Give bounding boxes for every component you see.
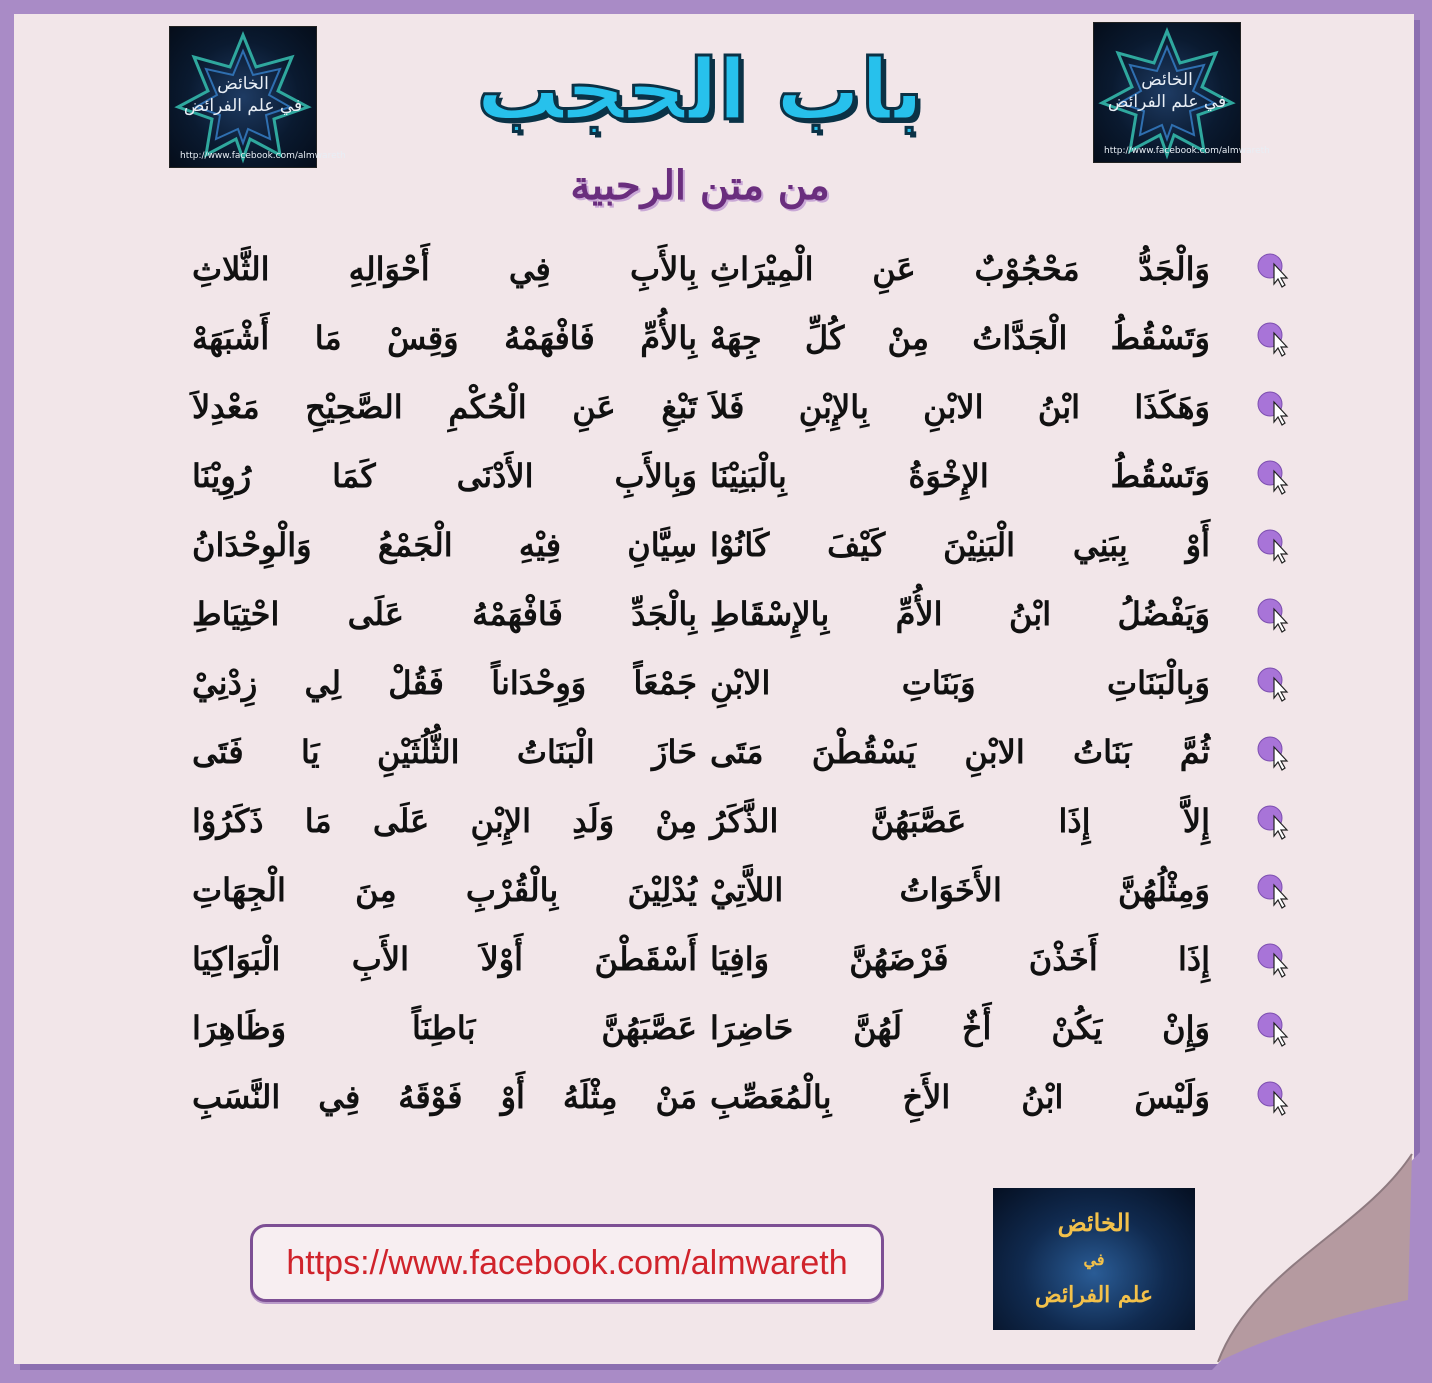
purple-dot-with-cursor-icon (1256, 804, 1292, 840)
logo-url: http://www.facebook.com/almwareth (1104, 146, 1270, 156)
purple-dot-with-cursor-icon (1256, 666, 1292, 702)
purple-dot-with-cursor-icon (1256, 252, 1292, 288)
purple-dot-with-cursor-icon (1256, 735, 1292, 771)
facebook-link-box[interactable] (250, 1224, 884, 1302)
brand-logo-left (169, 26, 346, 168)
verse-second-hemistich: عَصَّبَهُنَّ بَاطِنَاً وَظَاهِرَا (192, 1009, 697, 1047)
verse-row (180, 514, 1310, 576)
verse-row (180, 1066, 1310, 1128)
verse-second-hemistich: مَنْ مِثْلَهُ أَوْ فَوْقَهُ فِي النَّسَبِ (192, 1078, 697, 1116)
brand-logo-bottom (993, 1188, 1195, 1330)
verse-first-hemistich: وَبِالْبَنَاتِ وَبَنَاتِ الابْنِ (710, 664, 1210, 702)
page-curl (1212, 1150, 1422, 1370)
verse-second-hemistich: بِالْجَدِّ فَافْهَمْهُ عَلَى احْتِيَاطِ (192, 595, 697, 633)
logo-text-line2: في علم الفرائض (183, 96, 303, 116)
logo-text-line1: الخائض (1141, 70, 1193, 90)
verse-first-hemistich: وَهَكَذَا ابْنُ الابْنِ بِالإِبْنِ فَلاَ (710, 388, 1210, 426)
page-subtitle: من متن الرحبية (570, 162, 830, 209)
verse-first-hemistich: إِذَا أَخَذْنَ فَرْضَهُنَّ وَافِيَا (710, 940, 1210, 978)
verse-row (180, 997, 1310, 1059)
purple-dot-with-cursor-icon (1256, 321, 1292, 357)
verse-first-hemistich: ثُمَّ بَنَاتُ الابْنِ يَسْقُطْنَ مَتَى (710, 733, 1210, 771)
logo-text (1094, 69, 1240, 113)
logo-text-line1: الخائض (217, 74, 269, 94)
verse-second-hemistich: مِنْ وَلَدِ الإِبْنِ عَلَى مَا ذَكَرُوْا (192, 802, 697, 840)
verse-first-hemistich: وَإِنْ يَكُنْ أَخٌ لَهُنَّ حَاضِرَا (710, 1009, 1210, 1047)
purple-dot-with-cursor-icon (1256, 1080, 1292, 1116)
verse-row (180, 238, 1310, 300)
brand-logo-right (1093, 22, 1270, 163)
logo-bottom-line1: الخائض (1057, 1208, 1131, 1237)
verse-second-hemistich: تَبْغِ عَنِ الْحُكْمِ الصَّحِيْحِ مَعْدِلاَ (192, 388, 697, 426)
purple-dot-with-cursor-icon (1256, 597, 1292, 633)
verse-row (180, 721, 1310, 783)
verse-first-hemistich: إِلاَّ إِذَا عَصَّبَهُنَّ الذَّكَرُ (710, 802, 1210, 840)
verse-row (180, 307, 1310, 369)
logo-bottom-line2: في (1083, 1250, 1105, 1269)
verse-row (180, 583, 1310, 645)
purple-dot-with-cursor-icon (1256, 873, 1292, 909)
verse-row (180, 445, 1310, 507)
verse-second-hemistich: جَمْعَاً وَوِحْدَاناً فَقُلْ لِي زِدْنِيْ (192, 664, 697, 702)
purple-dot-with-cursor-icon (1256, 390, 1292, 426)
verse-second-hemistich: بِالأَبِ فِي أَحْوَالِهِ الثَّلاثِ (192, 250, 697, 288)
verse-second-hemistich: بِالأُمِّ فَافْهَمْهُ وَقِسْ مَا أَشْبَهَهْ (192, 319, 697, 357)
verse-row (180, 790, 1310, 852)
verse-first-hemistich: وَتَسْقُطُ الإِخْوَةُ بِالْبَنِيْنَا (710, 457, 1210, 495)
verse-first-hemistich: وَتَسْقُطُ الْجَدَّاتُ مِنْ كُلِّ جِهَهْ (710, 319, 1210, 357)
verse-row (180, 928, 1310, 990)
logo-text (170, 73, 316, 117)
verse-first-hemistich: أَوْ بِبَنِي الْبَنِيْنَ كَيْفَ كَانُوْا (710, 526, 1210, 564)
facebook-link[interactable]: https://www.facebook.com/almwareth (286, 1243, 848, 1282)
verse-first-hemistich: وَالْجَدُّ مَحْجُوْبٌ عَنِ الْمِيْرَاثِ (710, 250, 1210, 288)
purple-dot-with-cursor-icon (1256, 459, 1292, 495)
verse-row (180, 859, 1310, 921)
verse-first-hemistich: وَمِثْلُهُنَّ الأَخَوَاتُ اللاَّتِيْ (710, 871, 1210, 909)
verse-row (180, 376, 1310, 438)
verse-second-hemistich: أَسْقَطْنَ أَوْلاَ الأَبِ الْبَوَاكِيَا (192, 940, 697, 978)
verse-row (180, 652, 1310, 714)
purple-dot-with-cursor-icon (1256, 942, 1292, 978)
verse-first-hemistich: وَلَيْسَ ابْنُ الأَخِ بِالْمُعَصِّبِ (710, 1078, 1210, 1116)
verse-second-hemistich: سِيَّانِ فِيْهِ الْجَمْعُ وَالْوِحْدَانُ (192, 526, 697, 564)
logo-bottom-line3: علم الفرائض (1035, 1282, 1153, 1308)
verse-second-hemistich: وَبِالأَبِ الأَدْنَى كَمَا رُوِيْنَا (192, 457, 697, 495)
verse-first-hemistich: وَيَفْضُلُ ابْنُ الأُمِّ بِالإِسْقَاطِ (710, 595, 1210, 633)
verse-second-hemistich: حَازَ الْبَنَاتُ الثُّلُثَيْنِ يَا فَتَى (192, 733, 697, 771)
purple-dot-with-cursor-icon (1256, 528, 1292, 564)
logo-url: http://www.facebook.com/almwareth (180, 151, 346, 161)
purple-dot-with-cursor-icon (1256, 1011, 1292, 1047)
page-title: باب الحجب (476, 41, 924, 139)
logo-text-line2: في علم الفرائض (1107, 92, 1227, 112)
verse-second-hemistich: يُدْلِيْنَ بِالْقُرْبِ مِنَ الْجِهَاتِ (192, 871, 697, 909)
